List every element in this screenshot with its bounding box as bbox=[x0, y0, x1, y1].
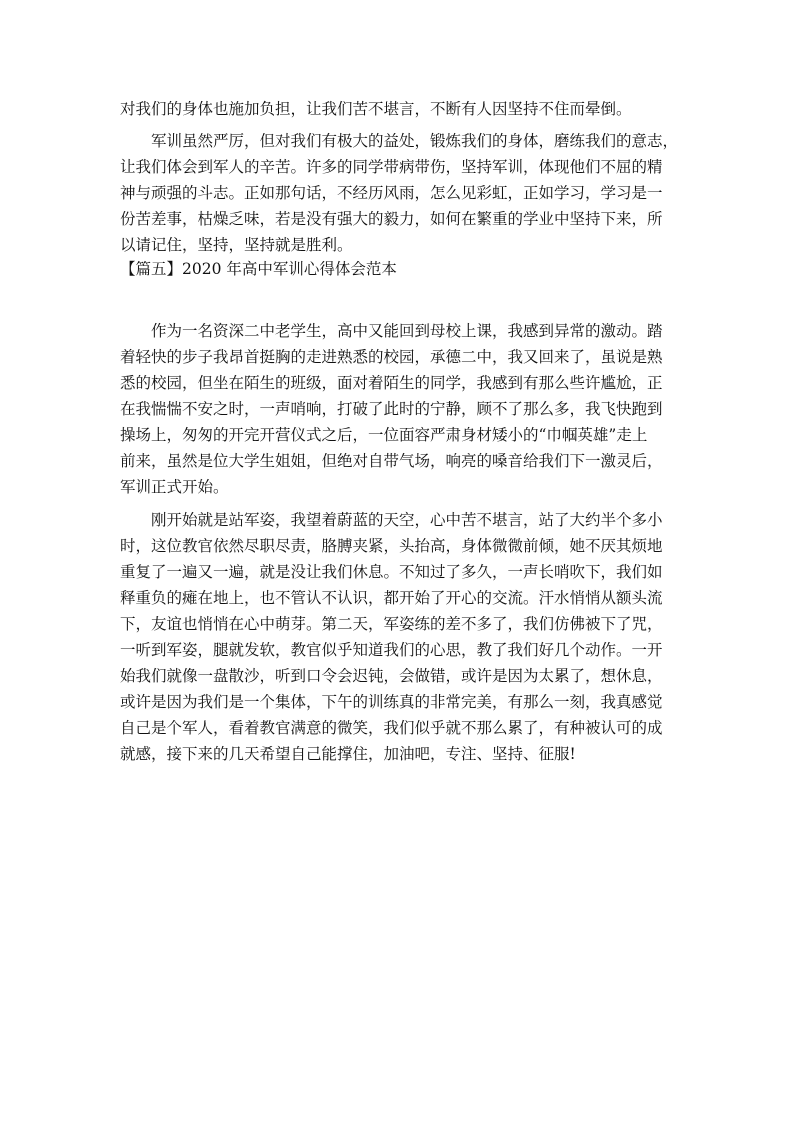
paragraph-line: 作为一名资深二中老学生，高中又能回到母校上课，我感到异常的激动。踏 bbox=[151, 322, 663, 340]
paragraph-line: 刚开始就是站军姿，我望着蔚蓝的天空，心中苦不堪言，站了大约半个多小 bbox=[151, 511, 663, 529]
paragraph-line: 重复了一遍又一遍，就是没让我们休息。不知过了多久，一声长哨吹下，我们如 bbox=[120, 563, 663, 581]
paragraph-line: 以请记住，坚持，坚持就是胜利。 bbox=[120, 236, 353, 254]
paragraph-line: 军训虽然严厉，但对我们有极大的益处，锻炼我们的身体，磨练我们的意志， bbox=[151, 132, 679, 150]
paragraph-line: 下，友谊也悄悄在心中萌芽。第二天，军姿练的差不多了，我们仿佛被下了咒， bbox=[120, 615, 663, 633]
paragraph-line: 着轻快的步子我昂首挺胸的走进熟悉的校园，承德二中，我又回来了，虽说是熟 bbox=[120, 348, 663, 366]
paragraph-line: 就感，接下来的几天希望自己能撑住，加油吧，专注、坚持、征服! bbox=[120, 745, 576, 763]
paragraph-line: 前来，虽然是位大学生姐姐，但绝对自带气场，响亮的嗓音给我们下一激灵后， bbox=[120, 452, 663, 470]
paragraph-line: 操场上，匆匆的开完开营仪式之后，一位面容严肃身材矮小的“巾帼英雄”走上 bbox=[120, 426, 648, 444]
paragraph-line: 或许是因为我们是一个集体，下午的训练真的非常完美，有那么一刻，我真感觉 bbox=[120, 693, 663, 711]
paragraph-line: 一听到军姿，腿就发软，教官似乎知道我们的心思，教了我们好几个动作。一开 bbox=[120, 641, 663, 659]
paragraph-line: 自己是个军人，看着教官满意的微笑，我们似乎就不那么累了，有种被认可的成 bbox=[120, 719, 663, 737]
paragraph-line: 军训正式开始。 bbox=[120, 478, 229, 496]
paragraph-line: 在我惴惴不安之时，一声哨响，打破了此时的宁静，顾不了那么多，我飞快跑到 bbox=[120, 400, 663, 418]
section-title: 【篇五】2020 年高中军训心得体会范本 bbox=[120, 260, 397, 278]
paragraph-line: 神与顽强的斗志。正如那句话，不经历风雨，怎么见彩虹，正如学习，学习是一 bbox=[120, 184, 663, 202]
paragraph-tail-line: 对我们的身体也施加负担，让我们苦不堪言，不断有人因坚持不住而晕倒。 bbox=[120, 100, 632, 118]
paragraph-line: 时，这位教官依然尽职尽责，胳膊夹紧，头抬高，身体微微前倾，她不厌其烦地 bbox=[120, 537, 663, 555]
paragraph-line: 让我们体会到军人的辛苦。许多的同学带病带伤，坚持军训，体现他们不屈的精 bbox=[120, 158, 663, 176]
paragraph-line: 份苦差事，枯燥乏味，若是没有强大的毅力，如何在繁重的学业中坚持下来，所 bbox=[120, 210, 663, 228]
paragraph-line: 悉的校园，但坐在陌生的班级，面对着陌生的同学，我感到有那么些许尴尬，正 bbox=[120, 374, 663, 392]
paragraph-line: 释重负的瘫在地上，也不管认不认识，都开始了开心的交流。汗水悄悄从额头流 bbox=[120, 589, 663, 607]
paragraph-line: 始我们就像一盘散沙，听到口令会迟钝，会做错，或许是因为太累了，想休息， bbox=[120, 667, 663, 685]
